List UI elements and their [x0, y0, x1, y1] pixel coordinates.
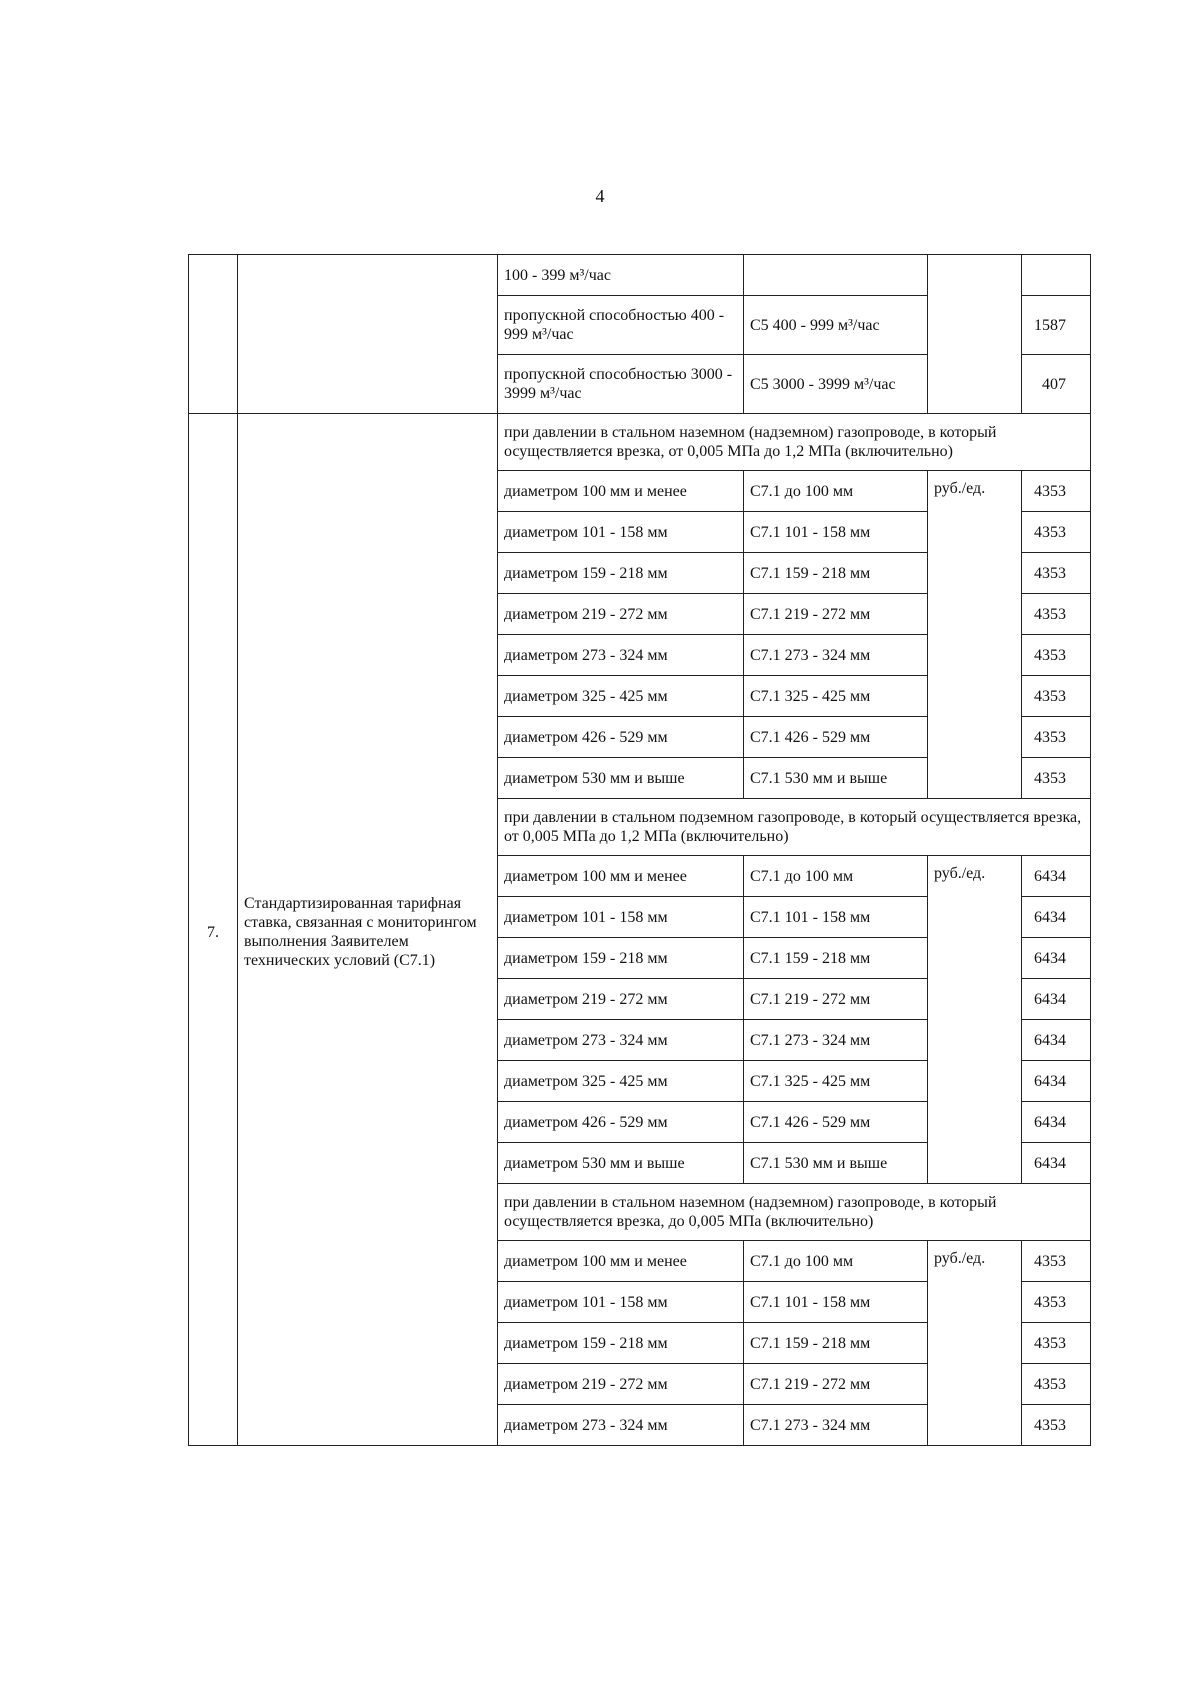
row-label: диаметром 273 - 324 мм [498, 1405, 744, 1446]
table-row [189, 255, 1091, 296]
row-value: 6434 [1022, 979, 1091, 1020]
unit-cell: руб./ед. [928, 471, 1022, 799]
row-code: C7.1 101 - 158 мм [744, 897, 928, 938]
row-value: 4353 [1022, 1282, 1091, 1323]
row-code: C7.1 426 - 529 мм [744, 717, 928, 758]
row-label: диаметром 101 - 158 мм [498, 897, 744, 938]
row-code: C7.1 101 - 158 мм [744, 1282, 928, 1323]
row-code: C7.1 273 - 324 мм [744, 1405, 928, 1446]
row-code: C7.1 159 - 218 мм [744, 938, 928, 979]
row-label: диаметром 159 - 218 мм [498, 1323, 744, 1364]
row-label: диаметром 159 - 218 мм [498, 938, 744, 979]
row-label: 100 - 399 м³/час [498, 255, 744, 296]
group-heading: при давлении в стальном подземном газопроводе, в который осуществляется врезка, от 0,005 МПа до 1,2 МПа (включительно) [498, 799, 1091, 856]
row-value: 4353 [1022, 717, 1091, 758]
row-value: 4353 [1022, 1323, 1091, 1364]
row-value: 6434 [1022, 856, 1091, 897]
row-label: диаметром 159 - 218 мм [498, 553, 744, 594]
item-number: 7. [189, 414, 238, 1446]
row-label: диаметром 100 мм и менее [498, 471, 744, 512]
unit-cell: руб./ед. [928, 856, 1022, 1184]
row-value: 1587 [1022, 296, 1091, 355]
row-label: диаметром 101 - 158 мм [498, 1282, 744, 1323]
row-code: C7.1 159 - 218 мм [744, 1323, 928, 1364]
row-code: C5 400 - 999 м³/час [744, 296, 928, 355]
row-value: 4353 [1022, 1364, 1091, 1405]
row-code: C7.1 325 - 425 мм [744, 676, 928, 717]
row-label: диаметром 219 - 272 мм [498, 979, 744, 1020]
row-label: диаметром 273 - 324 мм [498, 1020, 744, 1061]
row-value: 4353 [1022, 553, 1091, 594]
row-value: 6434 [1022, 1061, 1091, 1102]
row-label: диаметром 273 - 324 мм [498, 635, 744, 676]
row-code: C7.1 273 - 324 мм [744, 635, 928, 676]
row-value: 4353 [1022, 512, 1091, 553]
row-label: диаметром 325 - 425 мм [498, 676, 744, 717]
row-code: C7.1 273 - 324 мм [744, 1020, 928, 1061]
row-code: C7.1 219 - 272 мм [744, 1364, 928, 1405]
row-label: диаметром 100 мм и менее [498, 856, 744, 897]
row-code: C7.1 159 - 218 мм [744, 553, 928, 594]
row-code: C7.1 до 100 мм [744, 1241, 928, 1282]
row-code: C7.1 219 - 272 мм [744, 979, 928, 1020]
row-value: 6434 [1022, 1143, 1091, 1184]
row-code [744, 255, 928, 296]
row-value: 4353 [1022, 1405, 1091, 1446]
row-value: 4353 [1022, 1241, 1091, 1282]
group-heading-row [189, 414, 1091, 471]
row-code: C7.1 325 - 425 мм [744, 1061, 928, 1102]
row-value: 4353 [1022, 594, 1091, 635]
unit-cell [928, 255, 1022, 414]
row-code: C7.1 101 - 158 мм [744, 512, 928, 553]
row-label: диаметром 530 мм и выше [498, 758, 744, 799]
row-value: 4353 [1022, 758, 1091, 799]
row-value: 4353 [1022, 635, 1091, 676]
row-label: диаметром 426 - 529 мм [498, 717, 744, 758]
row-value: 407 [1022, 355, 1091, 414]
row-value: 6434 [1022, 1102, 1091, 1143]
row-label: диаметром 100 мм и менее [498, 1241, 744, 1282]
group-heading: при давлении в стальном наземном (надземном) газопроводе, в который осуществляется врезка, до 0,005 МПа (включительно) [498, 1184, 1091, 1241]
item-title: Стандартизированная тарифная ставка, связанная с мониторингом выполнения Заявителем технических условий (C7.1) [238, 414, 498, 1446]
row-code: C7.1 до 100 мм [744, 471, 928, 512]
row-code: C7.1 530 мм и выше [744, 1143, 928, 1184]
row-label: пропускной способностью 400 - 999 м³/час [498, 296, 744, 355]
row-code: C7.1 426 - 529 мм [744, 1102, 928, 1143]
row-value: 6434 [1022, 938, 1091, 979]
row-label: диаметром 530 мм и выше [498, 1143, 744, 1184]
row-code: C5 3000 - 3999 м³/час [744, 355, 928, 414]
service-name-cell [238, 255, 498, 414]
row-value: 4353 [1022, 676, 1091, 717]
row-code: C7.1 530 мм и выше [744, 758, 928, 799]
tariff-table [188, 254, 1091, 1446]
row-value: 4353 [1022, 471, 1091, 512]
row-number-cell [189, 255, 238, 414]
row-value [1022, 255, 1091, 296]
row-label: диаметром 325 - 425 мм [498, 1061, 744, 1102]
unit-cell: руб./ед. [928, 1241, 1022, 1446]
row-code: C7.1 до 100 мм [744, 856, 928, 897]
row-label: диаметром 426 - 529 мм [498, 1102, 744, 1143]
row-value: 6434 [1022, 897, 1091, 938]
row-value: 6434 [1022, 1020, 1091, 1061]
group-heading: при давлении в стальном наземном (надземном) газопроводе, в который осуществляется врезка, от 0,005 МПа до 1,2 МПа (включительно) [498, 414, 1091, 471]
row-label: диаметром 219 - 272 мм [498, 1364, 744, 1405]
row-code: C7.1 219 - 272 мм [744, 594, 928, 635]
row-label: диаметром 101 - 158 мм [498, 512, 744, 553]
page-number: 4 [595, 186, 605, 206]
row-label: пропускной способностью 3000 - 3999 м³/час [498, 355, 744, 414]
row-label: диаметром 219 - 272 мм [498, 594, 744, 635]
